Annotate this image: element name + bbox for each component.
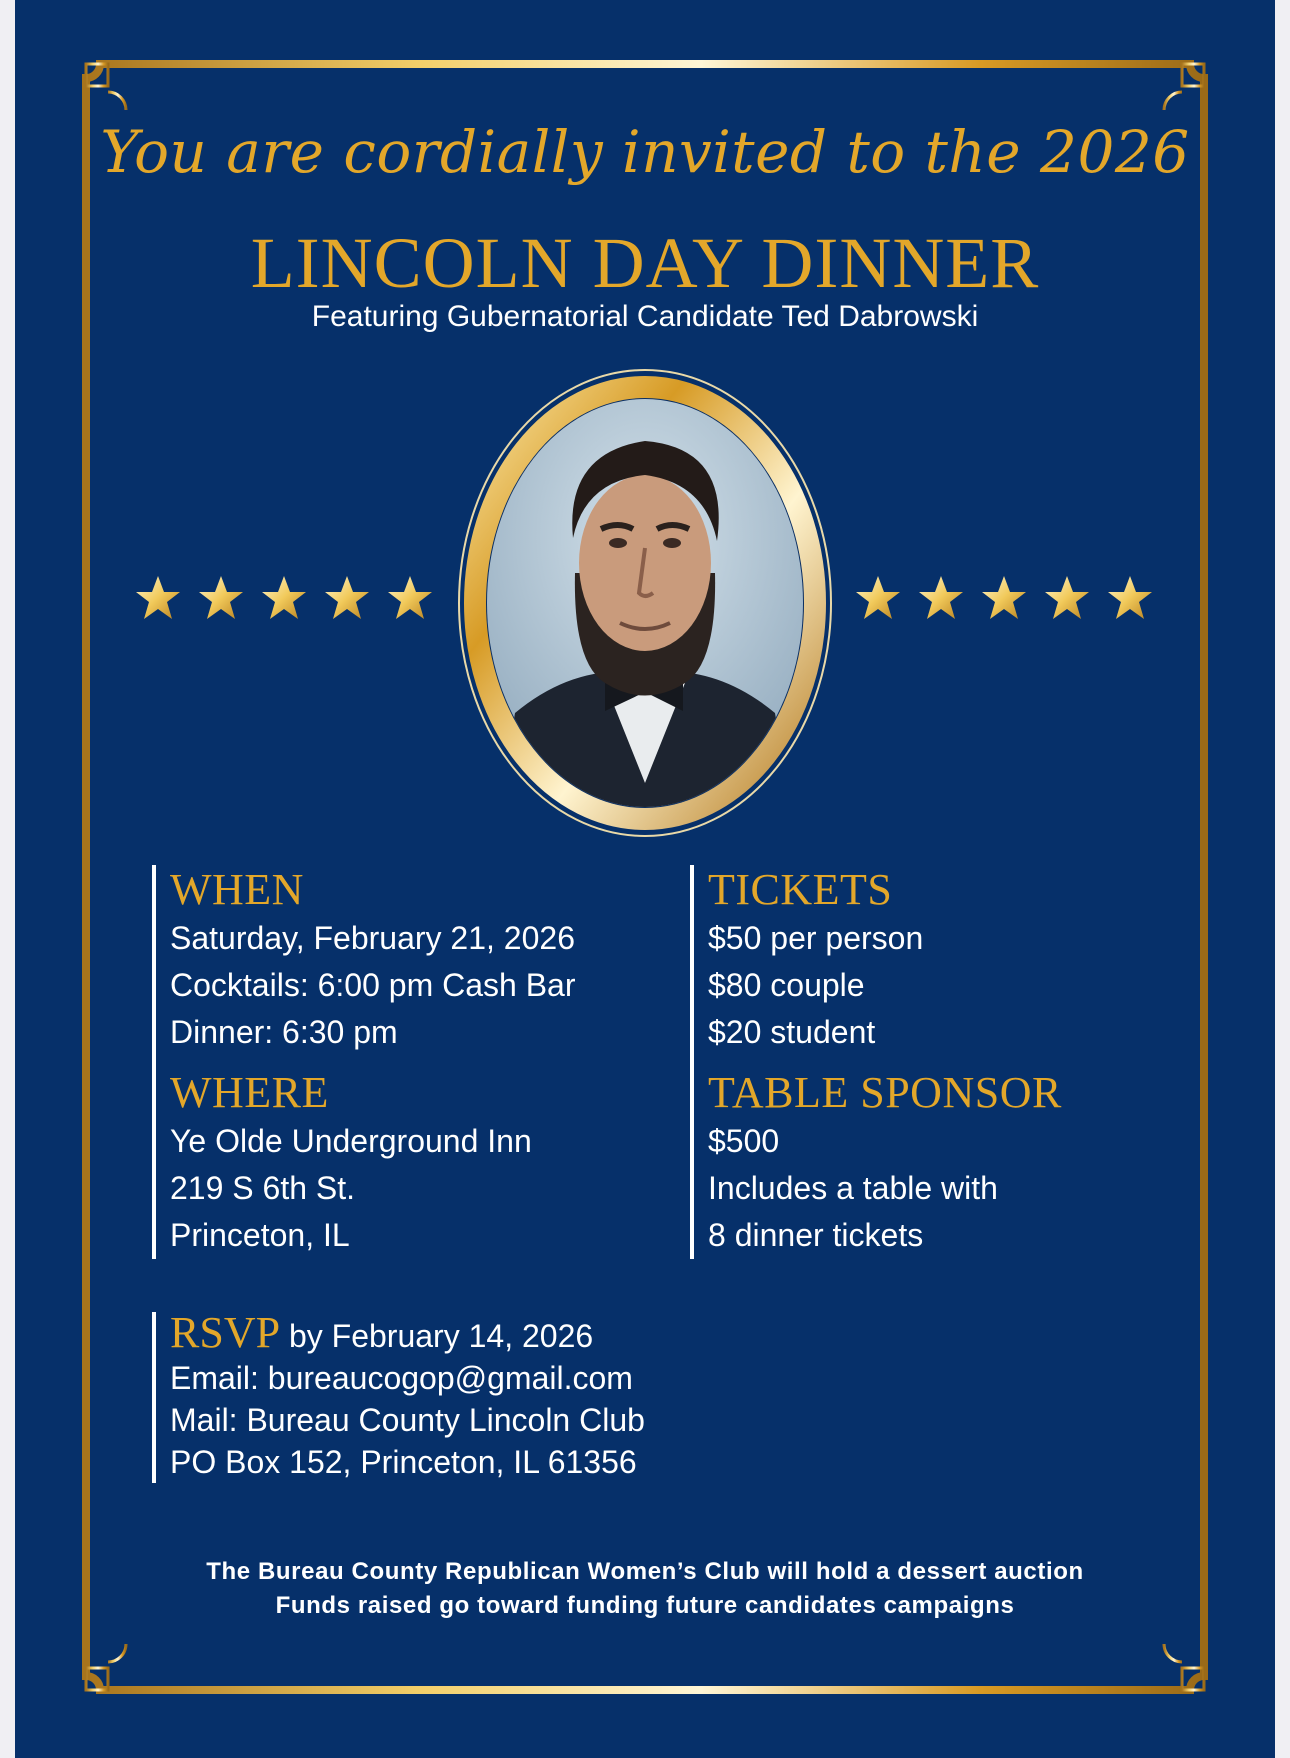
table-sponsor-tickets: 8 dinner tickets <box>708 1217 924 1253</box>
lincoln-portrait <box>455 363 835 843</box>
table-sponsor-heading: TABLE SPONSOR <box>708 1068 1062 1117</box>
rsvp-block <box>152 1308 645 1483</box>
when-block <box>152 865 576 1259</box>
star-icon <box>261 575 307 621</box>
rsvp-deadline: by February 14, 2026 <box>288 1318 594 1354</box>
when-cocktails: Cocktails: 6:00 pm Cash Bar <box>170 967 576 1003</box>
rsvp-email[interactable]: Email: bureaucogop@gmail.com <box>170 1360 633 1396</box>
page-title: LINCOLN DAY DINNER <box>250 223 1040 303</box>
where-heading: WHERE <box>170 1068 329 1117</box>
star-icon <box>387 575 433 621</box>
where-street: 219 S 6th St. <box>170 1170 356 1206</box>
star-icon <box>324 575 370 621</box>
stars-left <box>135 575 433 621</box>
star-icon <box>1044 575 1090 621</box>
star-icon <box>855 575 901 621</box>
ticket-student: $20 student <box>708 1014 876 1050</box>
table-sponsor-price: $500 <box>708 1123 780 1159</box>
tickets-block <box>690 865 1062 1259</box>
when-dinner: Dinner: 6:30 pm <box>170 1014 398 1050</box>
star-icon <box>135 575 181 621</box>
ticket-couple: $80 couple <box>708 967 865 1003</box>
star-icon <box>981 575 1027 621</box>
table-sponsor-detail: Includes a table with <box>708 1170 998 1206</box>
ticket-per-person: $50 per person <box>708 920 924 956</box>
rsvp-mail: Mail: Bureau County Lincoln Club <box>170 1402 645 1438</box>
where-city: Princeton, IL <box>170 1217 350 1253</box>
featured-candidate: Featuring Gubernatorial Candidate Ted Dabrowski <box>311 300 979 333</box>
stars-right <box>855 575 1153 621</box>
footer-auction: The Bureau County Republican Women’s Club will hold a dessert auction <box>206 1558 1084 1585</box>
star-icon <box>198 575 244 621</box>
star-icon <box>1107 575 1153 621</box>
when-date: Saturday, February 21, 2026 <box>170 920 575 956</box>
rsvp-address: PO Box 152, Princeton, IL 61356 <box>170 1444 637 1480</box>
script-title: You are cordially invited to the 2026 <box>100 118 1190 186</box>
footer-funds: Funds raised go toward funding future candidates campaigns <box>275 1592 1015 1619</box>
where-venue: Ye Olde Underground Inn <box>170 1123 532 1159</box>
star-icon <box>918 575 964 621</box>
when-heading: WHEN <box>170 865 304 914</box>
tickets-heading: TICKETS <box>708 865 893 914</box>
rsvp-heading: RSVP <box>170 1308 281 1357</box>
